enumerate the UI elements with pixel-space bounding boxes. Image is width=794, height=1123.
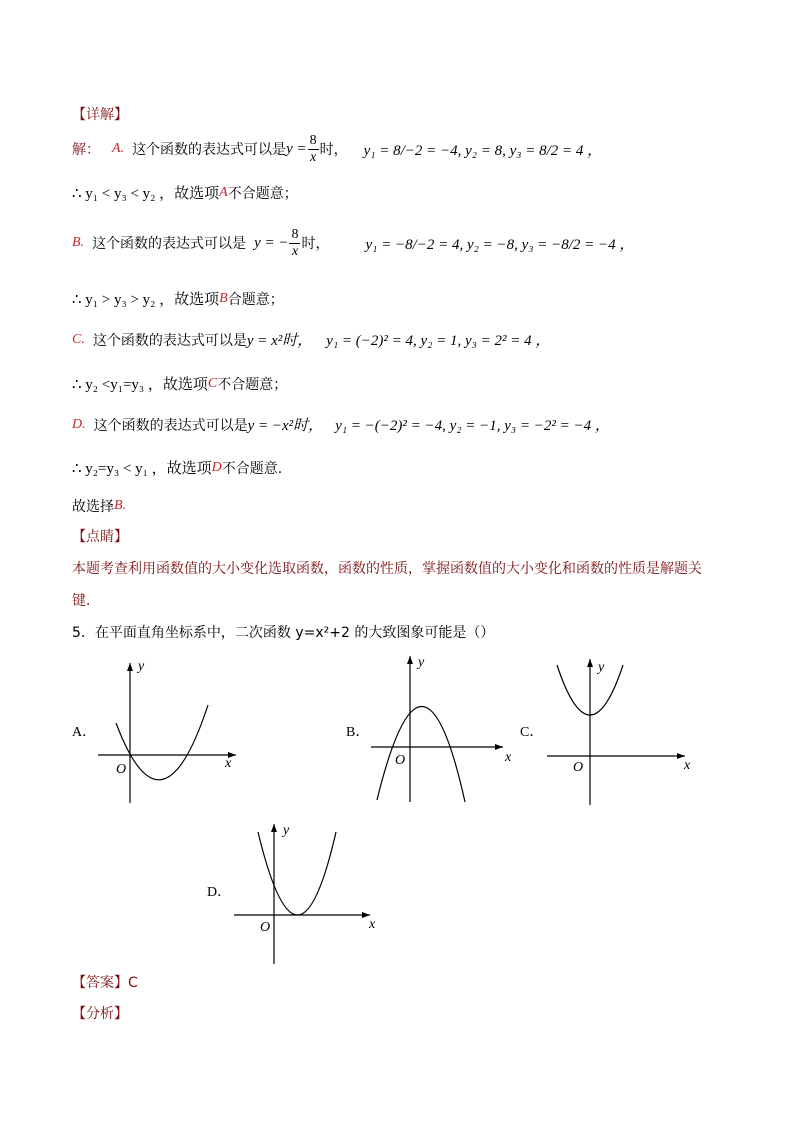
- option-a-letter: A.: [112, 141, 125, 156]
- graph-a-y-label: y: [138, 659, 145, 674]
- option-c-expr: y = x²时，: [246, 333, 313, 349]
- graph-d-y-label: y: [283, 823, 290, 838]
- graph-b-origin-label: O: [395, 753, 406, 768]
- conclusion-d-letter: D: [211, 459, 222, 475]
- analysis-heading: 【分析】: [72, 1006, 128, 1022]
- option-b-letter: B.: [72, 235, 85, 250]
- option-c-calc: y₁ = (−2)² = 4, y₂ = 1, y₃ = 2² = 4 ，: [326, 333, 551, 349]
- option-b-text: 这个函数的表达式可以是: [92, 236, 247, 252]
- solution-line-a: [72, 130, 602, 168]
- graph-d-origin-label: O: [260, 920, 271, 935]
- option-b-calc: y₁ = −8/−2 = 4, y₂ = −8, y₃ = −8/2 = −4 ，: [365, 236, 635, 253]
- graph-d-x-label: x: [369, 917, 376, 932]
- graph-c-y-label: y: [598, 660, 605, 675]
- graph-b-x-label: x: [505, 750, 512, 765]
- option-d-expr: y = −x²时，: [247, 418, 324, 434]
- solution-line-c: [72, 329, 550, 350]
- conclusion-c-letter: C: [207, 375, 218, 391]
- graph-b-y-label: y: [418, 655, 425, 670]
- conclusion-c-post: 不合题意；: [217, 376, 288, 393]
- question-text: 5．在平面直角坐标系中，二次函数 y=x²+2 的大致图象可能是（）: [72, 625, 495, 641]
- graph-c-label: C．: [520, 725, 544, 740]
- graph-c-origin-label: O: [573, 760, 584, 775]
- conclusion-b-pre: ∴ y₁ > y₃ > y₂ ，故选项: [72, 292, 220, 308]
- option-b-shi: 时，: [301, 236, 330, 252]
- conclusion-d: [72, 457, 282, 478]
- option-a-expr: y =: [286, 140, 307, 157]
- conclusion-d-pre: ∴ y₂=y₃ < y₁ ，故选项: [72, 461, 212, 477]
- option-d-text: 这个函数的表达式可以是: [93, 417, 248, 434]
- detail-heading: 【详解】: [72, 107, 128, 123]
- final-letter: B.: [114, 498, 127, 513]
- graph-d-label: D．: [207, 885, 232, 900]
- option-c-text: 这个函数的表达式可以是: [92, 332, 247, 349]
- option-a-calc: y₁ = 8/−2 = −4, y₂ = 8, y₃ = 8/2 = 4 ，: [363, 142, 603, 159]
- option-c-letter: C.: [72, 331, 85, 347]
- graph-a-origin-label: O: [116, 762, 127, 777]
- option-b-expr: y = −: [254, 234, 289, 251]
- option-a-frac-den: x: [309, 149, 317, 165]
- option-d-calc: y₁ = −(−2)² = −4, y₂ = −1, y₃ = −2² = −4 ，: [335, 418, 610, 434]
- option-a-text: 这个函数的表达式可以是: [132, 142, 287, 158]
- graph-b: [365, 650, 525, 805]
- graph-b-label: B．: [346, 725, 370, 740]
- comment-line-1: 本题考查利用函数值的大小变化选取函数，函数的性质，掌握函数值的大小变化和函数的性质是解题关: [72, 561, 702, 577]
- graph-a-x-label: x: [225, 756, 232, 771]
- option-a-frac-num: 8: [309, 132, 317, 148]
- comment-heading: 【点睛】: [72, 529, 128, 545]
- jie-label: 解：: [72, 142, 100, 158]
- conclusion-b-post: 合题意；: [227, 291, 284, 308]
- graph-c-x-label: x: [684, 758, 691, 773]
- option-b-frac-den: x: [291, 243, 299, 259]
- option-d-letter: D.: [72, 416, 86, 432]
- conclusion-a-post: 不合题意；: [227, 185, 298, 202]
- comment-line-2: 键．: [72, 593, 100, 609]
- conclusion-a-letter: A: [219, 184, 228, 200]
- solution-line-d: [72, 414, 610, 435]
- solution-line-b: [72, 223, 634, 263]
- conclusion-d-post: 不合题意.: [221, 460, 283, 477]
- graph-a: [90, 655, 250, 810]
- conclusion-b-letter: B: [219, 290, 228, 306]
- answer-heading: 【答案】C: [72, 975, 138, 991]
- final-answer-line: [72, 496, 126, 516]
- option-a-shi: 时，: [319, 142, 348, 158]
- graph-a-label: A．: [72, 725, 97, 740]
- graph-d: [232, 818, 392, 968]
- graph-c: [545, 655, 705, 810]
- conclusion-a: [72, 182, 298, 203]
- conclusion-a-pre: ∴ y₁ < y₃ < y₂ ，故选项: [72, 186, 220, 202]
- conclusion-c: [72, 373, 287, 394]
- option-b-fraction: [289, 227, 300, 260]
- conclusion-c-pre: ∴ y₂ <y₁=y₃ ，故选项: [72, 377, 208, 393]
- final-pre: 故选择: [72, 499, 114, 515]
- conclusion-b: [72, 288, 284, 309]
- option-a-fraction: [308, 133, 319, 166]
- option-b-frac-num: 8: [291, 226, 299, 242]
